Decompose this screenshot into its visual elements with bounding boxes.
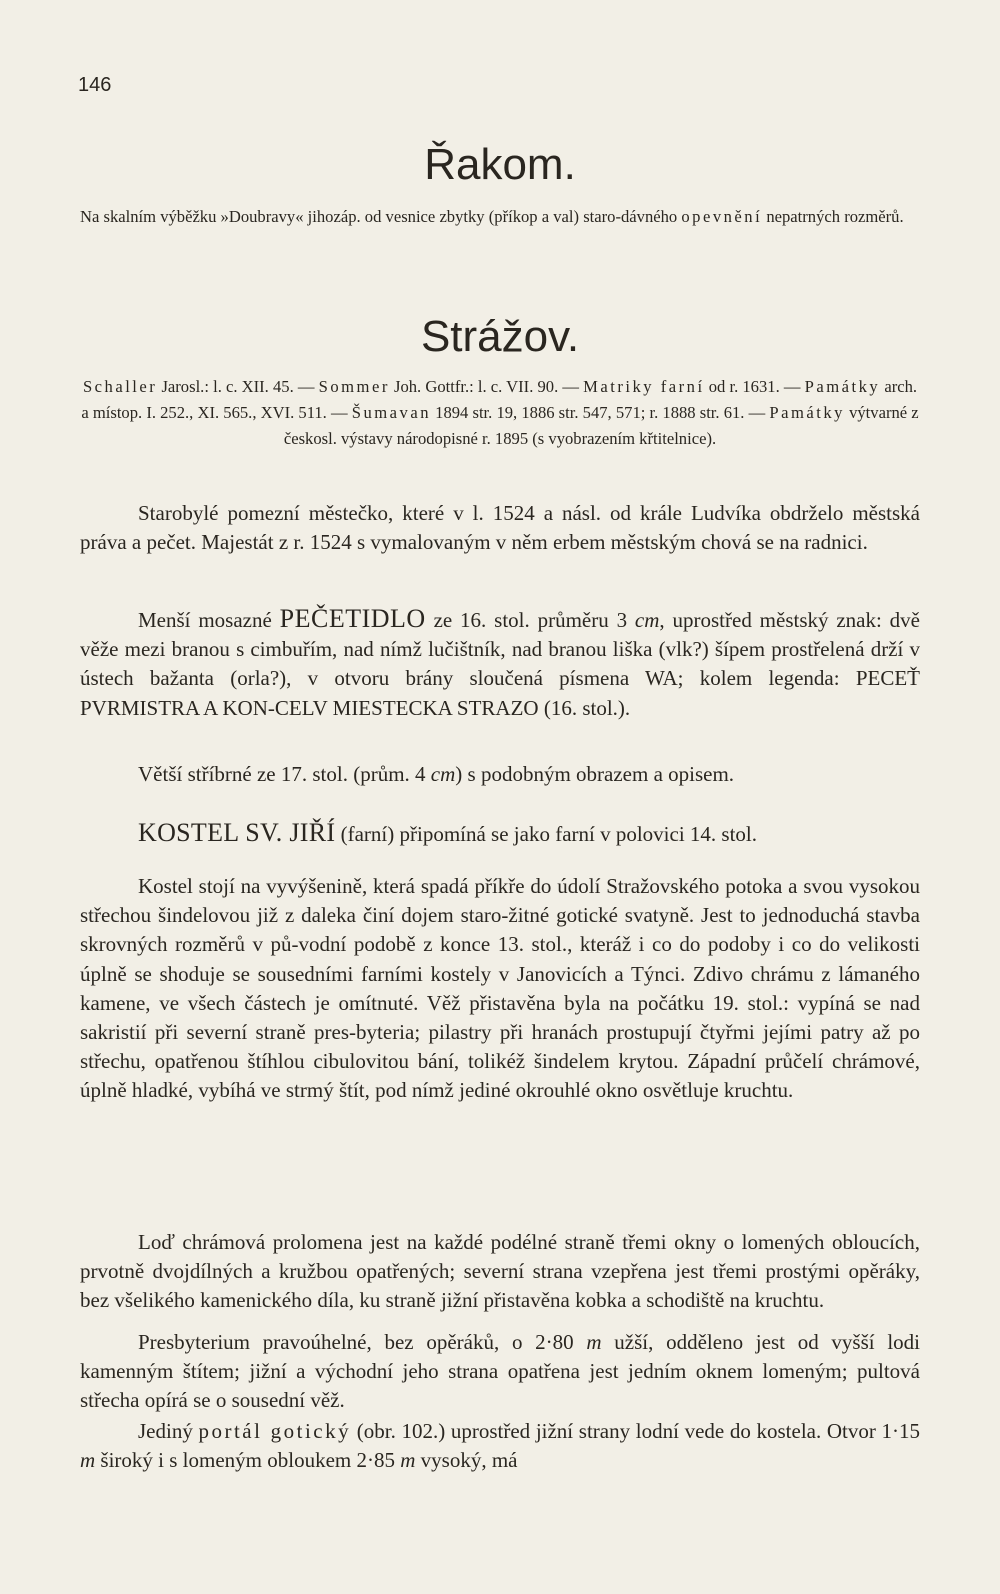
church-heading-text: (farní) připomíná se jako farní v polovici 14. stol. — [335, 822, 758, 846]
rakom-note — [80, 204, 920, 230]
paragraph-church-heading — [80, 818, 920, 849]
biblio-ref: od r. 1631. — — [704, 377, 805, 396]
portal-text: (obr. 102.) uprostřed jižní strany lodní vede do kostela. Otvor 1·15 — [351, 1419, 921, 1443]
portal-text: vysoký, má — [415, 1448, 518, 1473]
biblio-ref: 1894 str. 19, 1886 str. 547, 571; r. 1888 str. 61. — — [431, 403, 770, 422]
seal-large-text: Větší stříbrné ze 17. stol. (prům. 4 — [138, 762, 431, 786]
heading-strazov: Strážov. — [420, 312, 580, 361]
unit: cm — [634, 608, 660, 632]
presbytery-text: užší, odděleno jest od vyšší lodi kamenným štítem; jižní a východní jeho strana opatřena jest jedním oknem lomeným; pultová střecha opírá se o sousední věž. — [80, 1330, 920, 1413]
seal-text: ze 16. stol. průměru 3 — [425, 608, 635, 632]
seal-heading: PEČETIDLO — [279, 604, 426, 633]
biblio-source-pamatky-vytvarne: Památky — [769, 403, 845, 422]
portal-text: široký i s lomeným obloukem 2·85 — [95, 1448, 401, 1473]
biblio-source-sumavan: Šumavan — [351, 403, 431, 422]
paragraph-church-description: Kostel stojí na vyvýšenině, která spadá příkře do údolí Stražovského potoka a svou vysokou střechou šindelovou již z daleka činí dojem staro-žitné gotické svatyně. Jest to jednoduchá stavba skrovných rozměrů v pů-vodní podobě z konce 13. stol., kteráž i co do podoby i co do velikosti úplně se shoduje se sousedními farními kostely v Janovicích a Týnci. Zdivo chrámu z lámaného kamene, ve všech částech je omítnuté. Věž přistavěna byla na počátku 19. stol.: vypíná se nad sakristií při severní straně pres-byteria; pilastry při hranách prostupují čtyřmi jejími patry až po střechu, opatřenou štíhlou cibulovitou bání, tolikéž šindelem krytou. Západní průčelí chrámové, úplně hladké, vybíhá ve strmý štít, pod nímž jediné okrouhlé okno osvětluje kruchtu. — [80, 874, 920, 1103]
biblio-author-sommer: Sommer — [318, 377, 390, 396]
rakom-note-end: nepatrných rozměrů. — [762, 207, 904, 226]
biblio-ref: Joh. Gottfr.: l. c. VII. 90. — — [389, 377, 584, 396]
presbytery-text: Presbyterium pravoúhelné, bez opěráků, o 2·80 — [138, 1330, 587, 1354]
paragraph-history: Starobylé pomezní městečko, které v l. 1524 a násl. od krále Ludvíka obdrželo městská práva a pečet. Majestát z r. 1524 s vymalovaným v něm erbem městským chová se na radnici. — [80, 501, 920, 555]
biblio-ref: arch. a místop. I. 252., XI. 565., XVI. 511. — — [81, 377, 918, 422]
paragraph-portal — [80, 1417, 920, 1475]
seal-text: Menší mosazné — [138, 608, 280, 632]
unit: m — [586, 1330, 602, 1354]
biblio-source-pamatky: Památky — [804, 377, 881, 396]
seal-large-text: ) s podobným obrazem a opisem. — [455, 762, 735, 786]
seal-text: , uprostřed městský znak: dvě věže mezi branou s cimbuřím, nad nímž lučištník, nad branou liška (vlk?) šípem prostřelená drží v ústech bažanta (orla?), v otvoru brány sloučená písmena WA; kolem legenda: PECEŤ PVRMISTRA A KON-CELV MIESTECKA STRAZO (16. stol.). — [80, 608, 920, 720]
biblio-ref: Jarosl.: l. c. XII. 45. — — [157, 377, 319, 396]
biblio-ref: výtvarné z českosl. výstavy národopisné r. 1895 (s vyobrazením křtitelnice). — [283, 403, 919, 448]
paragraph-seal-small — [80, 604, 920, 723]
unit: m — [400, 1448, 416, 1473]
rakom-note-text: Na skalním výběžku »Doubravy« jihozáp. od vesnice zbytky (příkop a val) staro-dávného — [80, 207, 682, 226]
unit: m — [80, 1448, 96, 1473]
unit: cm — [430, 762, 456, 786]
paragraph-seal-large — [80, 760, 920, 789]
paragraph-nave: Loď chrámová prolomena jest na každé podélné straně třemi okny o lomených obloucích, prvotně dvojdílných a kružbou opatřených; severní strana vzepřena jest třemi prostými opěráky, bez všelikého kamenického díla, ku straně jižní přistavěna kobka a schodiště na kruchtu. — [80, 1230, 920, 1313]
biblio-source-matriky: Matriky farní — [583, 377, 705, 396]
page-number: 146 — [78, 74, 112, 96]
heading-rakom: Řakom. — [424, 140, 576, 189]
rakom-note-spaced: opevnění — [681, 207, 763, 226]
paragraph-presbytery — [80, 1328, 920, 1416]
bibliography — [80, 374, 920, 452]
biblio-author-schaller: Schaller — [82, 377, 158, 396]
portal-text: Jediný — [138, 1419, 199, 1443]
church-heading: KOSTEL SV. JIŘÍ — [138, 818, 336, 847]
portal-term: portál gotický — [198, 1419, 352, 1443]
